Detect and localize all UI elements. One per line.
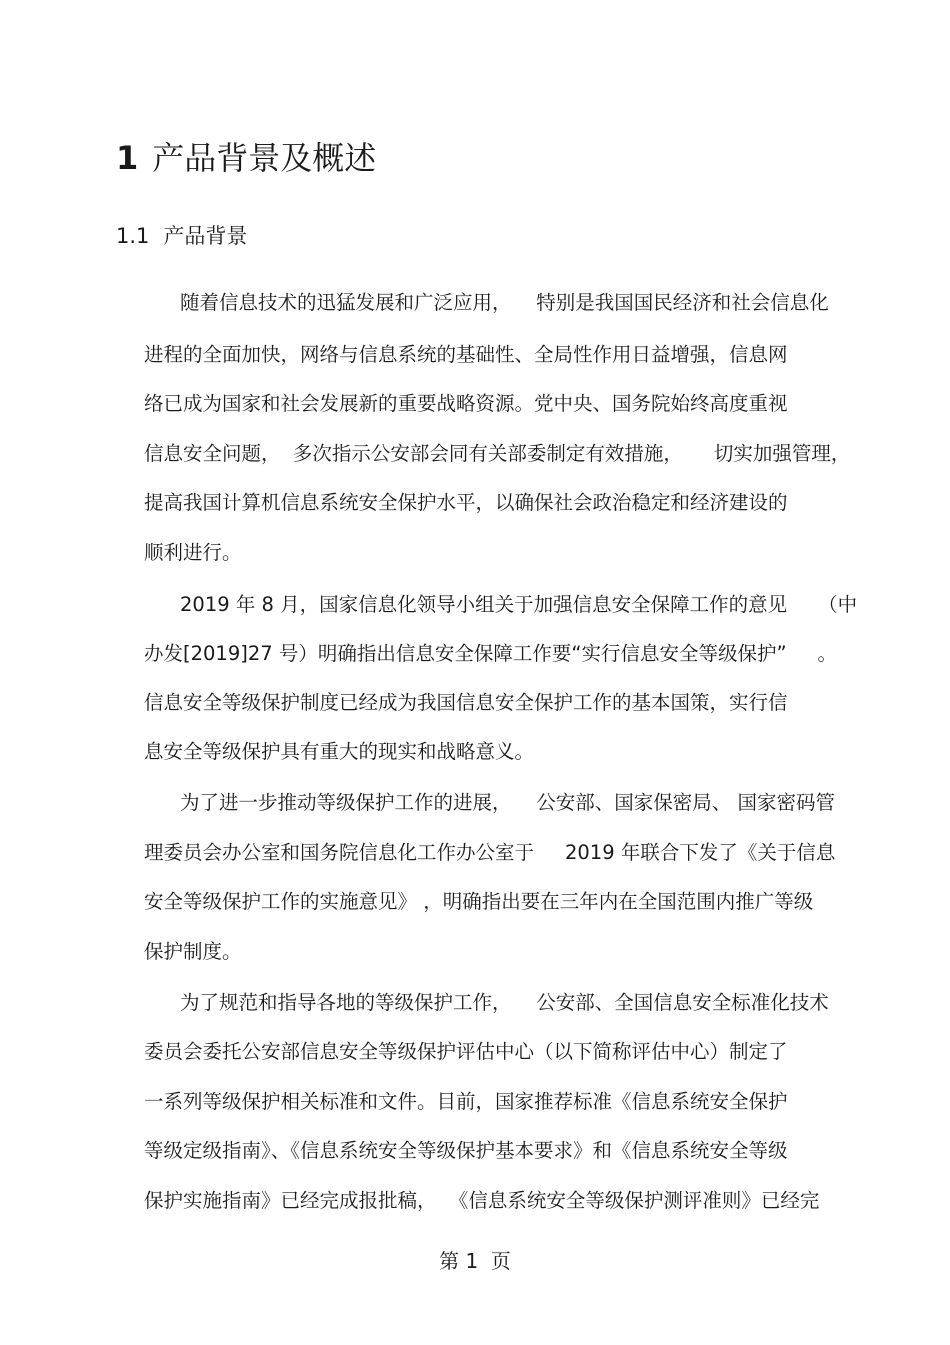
body-text-line: 息安全等级保护具有重大的现实和战略意义。 [144,740,535,763]
subsection-title: 产品背景 [163,224,248,248]
body-text-line: 安全等级保护工作的实施意见》 ，明确指出要在三年内在全国范围内推广等级 [144,890,814,913]
body-text-line: 办发[2019]27 号）明确指出信息安全保障工作要“实行信息安全等级保护” 。 [144,642,838,665]
body-text-line: 一系列等级保护相关标准和文件。目前，国家推荐标准《信息系统安全保护 [144,1090,788,1113]
section-heading [116,138,376,178]
body-text-line: 提高我国计算机信息系统安全保护水平，以确保社会政治稳定和经济建设的 [144,491,788,514]
subsection-number: 1.1 [116,224,150,248]
body-text-line: 络已成为国家和社会发展新的重要战略资源。党中央、国务院始终高度重视 [144,392,788,415]
body-text-line: 保护实施指南》已经完成报批稿， 《信息系统安全等级保护测评准则》已经完 [144,1189,820,1212]
body-text-line: 理委员会办公室和国务院信息化工作办公室于 2019 年联合下发了《关于信息 [144,841,836,864]
body-text-line: 顺利进行。 [144,541,242,564]
page-number: 第 1 页 [439,1249,511,1273]
body-text-line: 等级定级指南》、《信息系统安全等级保护基本要求》和《信息系统安全等级 [144,1139,788,1162]
body-text-line: 为了进一步推动等级保护工作的进展， 公安部、国家保密局、 国家密码管 [180,791,835,814]
section-title: 产品背景及概述 [152,139,377,177]
body-text-line: 为了规范和指导各地的等级保护工作， 公安部、全国信息安全标准化技术 [180,991,829,1014]
body-text-line: 随着信息技术的迅猛发展和广泛应用， 特别是我国国民经济和社会信息化 [180,291,829,314]
body-text-line: 信息安全问题， 多次指示公安部会同有关部委制定有效措施， 切实加强管理， [144,442,851,465]
body-text-line: 委员会委托公安部信息安全等级保护评估中心（以下简称评估中心）制定了 [144,1040,788,1063]
body-text-line: 进程的全面加快，网络与信息系统的基础性、全局性作用日益增强，信息网 [144,343,788,366]
body-text-line: 2019 年 8 月，国家信息化领导小组关于加强信息安全保障工作的意见 （中 [180,593,858,616]
section-number: 1 [116,139,139,177]
body-text-line: 保护制度。 [144,940,242,963]
body-text-line: 信息安全等级保护制度已经成为我国信息安全保护工作的基本国策，实行信 [144,691,788,714]
subsection-heading [116,221,247,251]
